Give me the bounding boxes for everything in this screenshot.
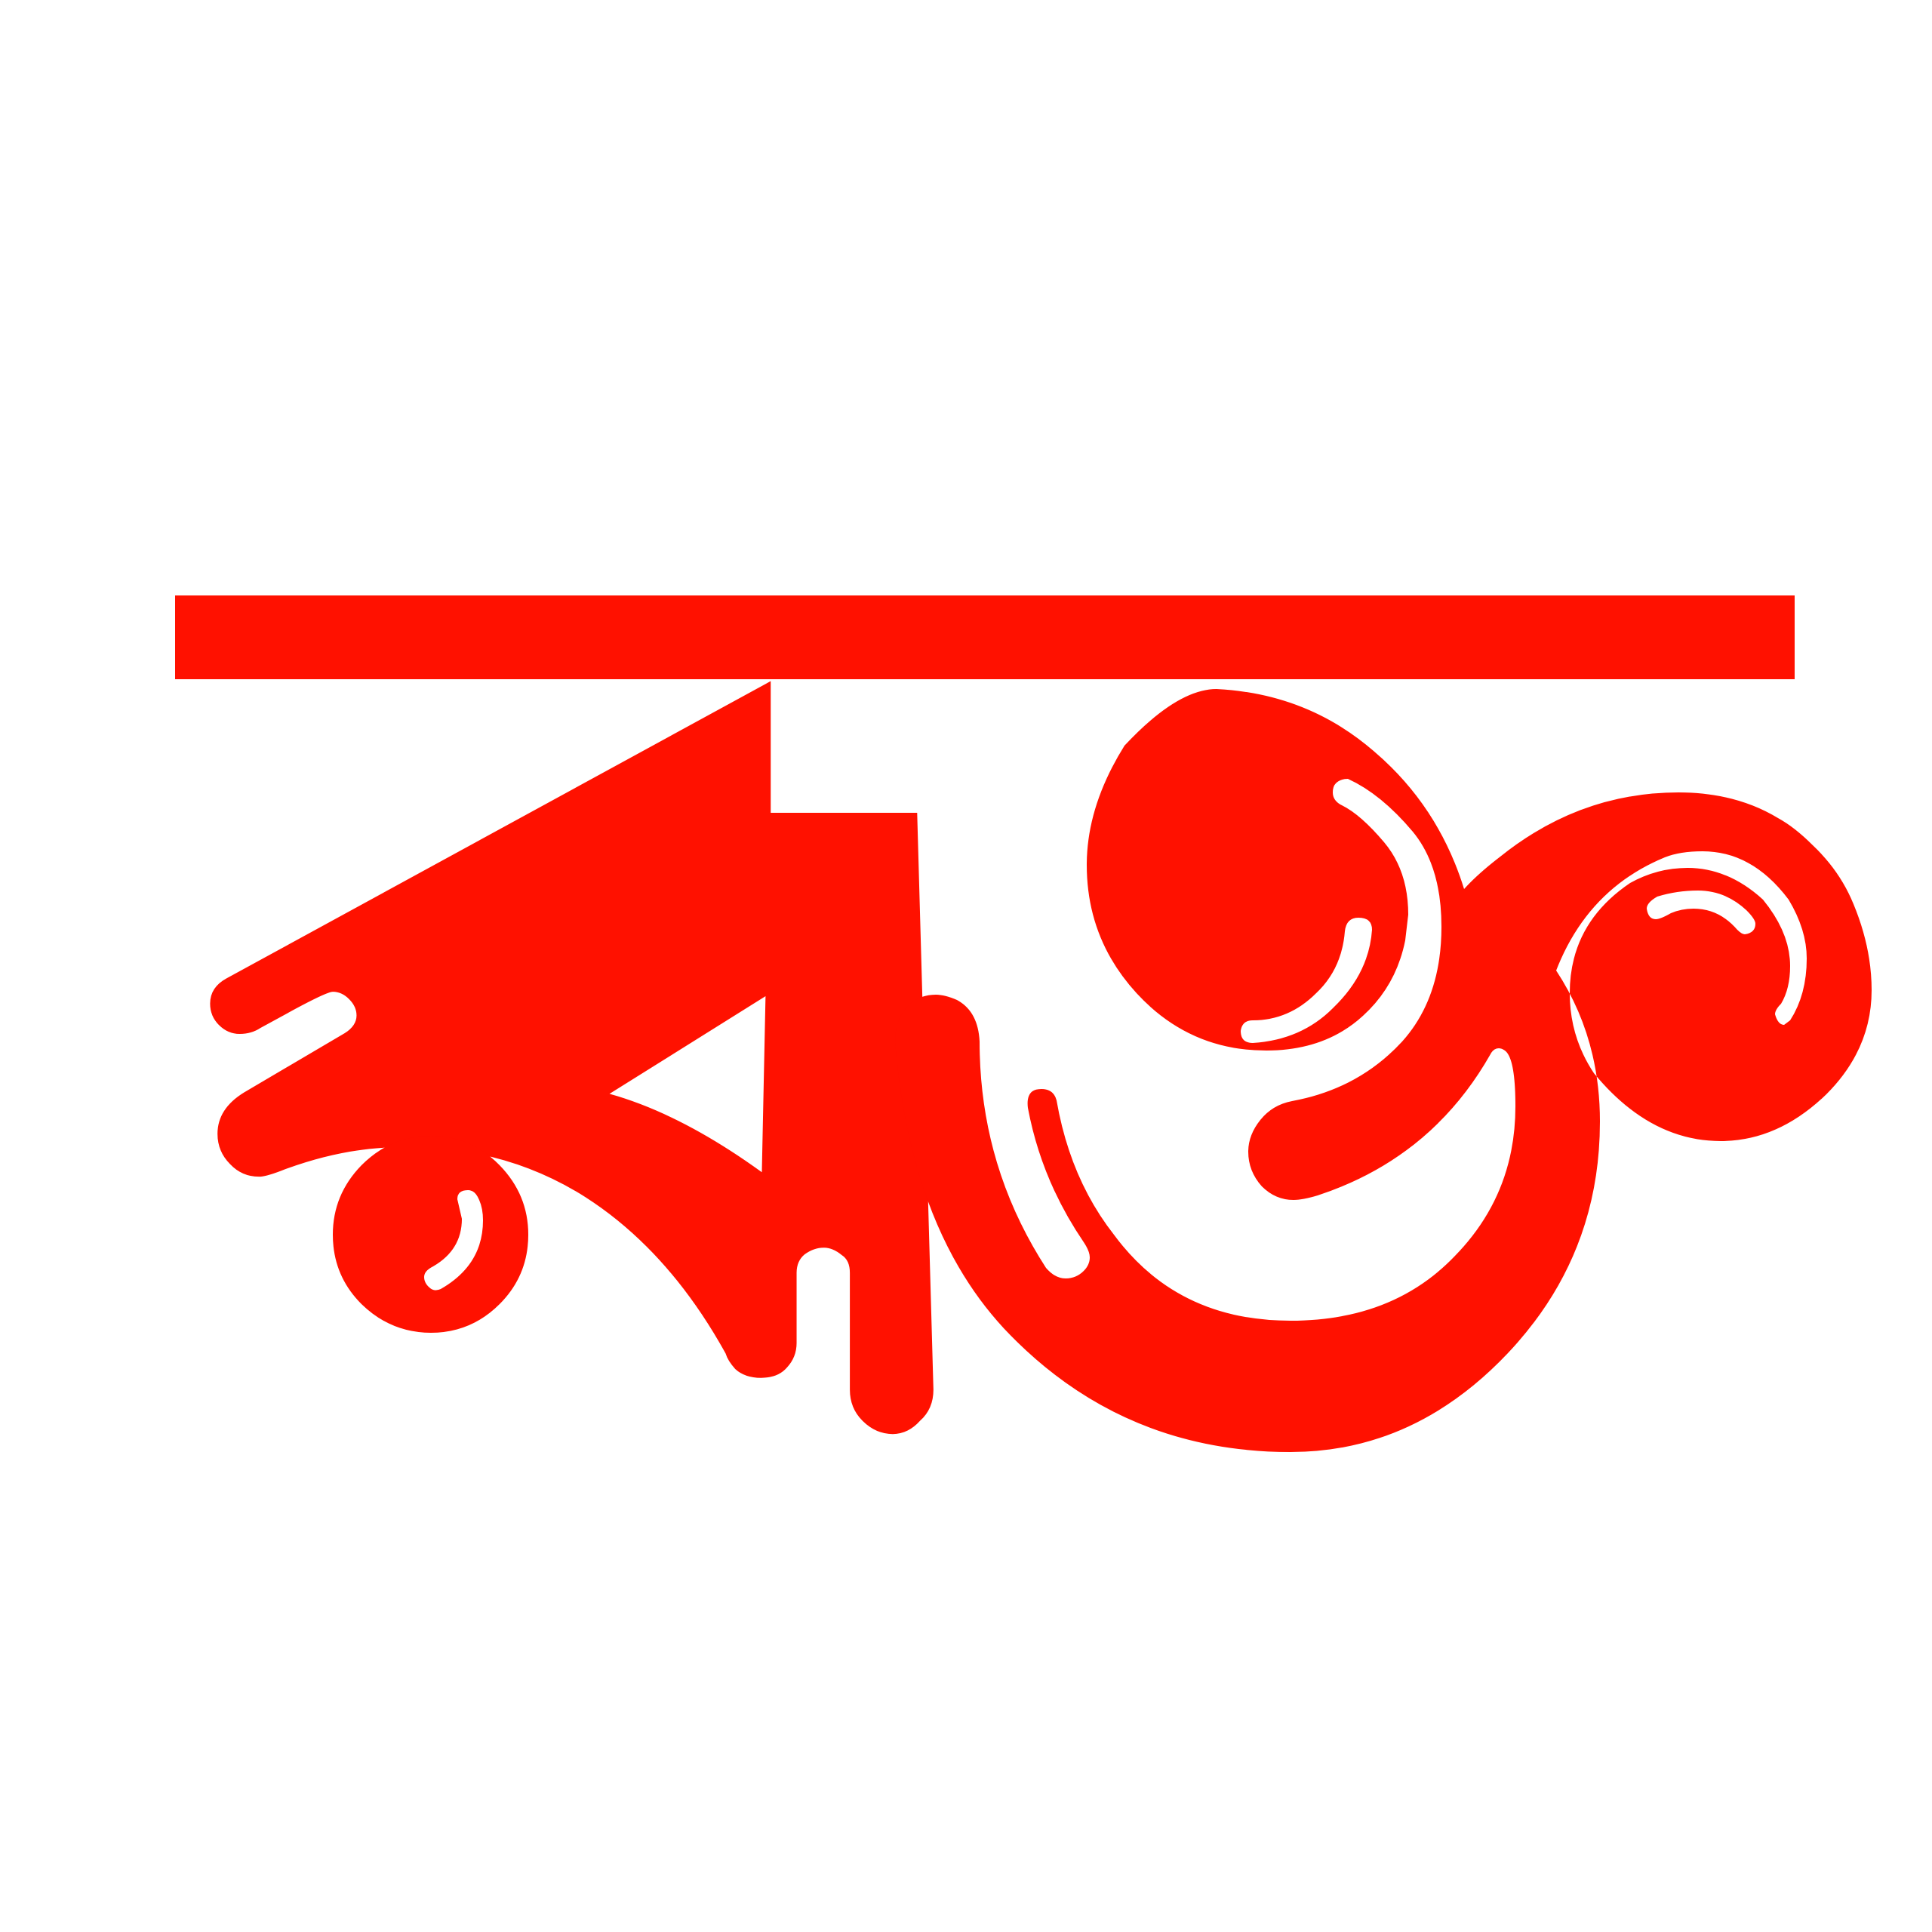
logo-glyphs [175,595,1872,1452]
dot-left [333,1136,528,1333]
headline-bar [175,595,1795,679]
letter-ka [210,681,933,1435]
letter-nga [895,689,1872,1452]
